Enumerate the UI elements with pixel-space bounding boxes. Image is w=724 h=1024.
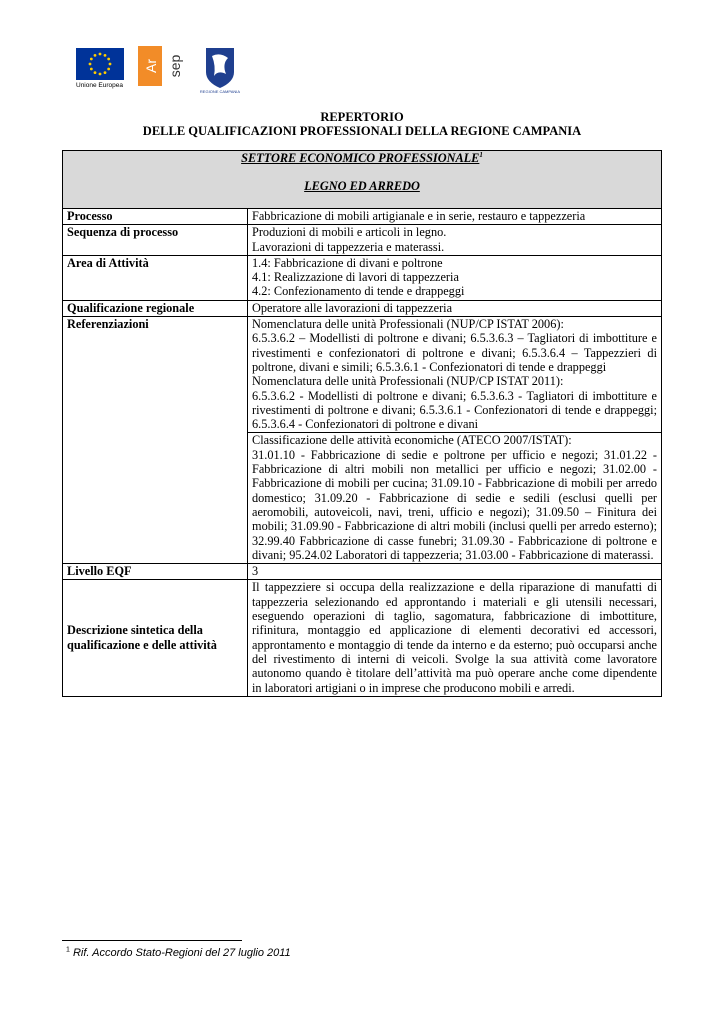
eu-star-icon — [104, 54, 107, 57]
sector-header-cell — [63, 151, 662, 209]
nup2011-text: 6.5.3.6.2 - Modellisti di poltrone e divani; 6.5.3.6.3 - Tagliatori di imbottiture e rivestimenti di poltrone e divani; 6.5.3.6.1 - Confezionatori di tende e drappeggi; 6.5.3.6.4 - Confezionatori di poltrone e divani — [252, 388, 657, 432]
eu-star-icon — [104, 71, 107, 74]
descrizione-label: Descrizione sintetica della qualificazione e delle attività — [63, 580, 248, 696]
nup2011-title: Nomenclatura delle unità Professionali (NUP/CP ISTAT 2011): — [252, 374, 564, 389]
arsep-text-sep: sep — [167, 54, 183, 78]
eu-star-icon — [107, 68, 110, 71]
processo-label: Processo — [63, 209, 248, 225]
sector-header-row — [63, 151, 662, 209]
table-row-area — [63, 255, 662, 300]
area-item: 4.2: Confezionamento di tende e drappeggi — [252, 284, 465, 299]
footnote-ref: 1 — [479, 150, 483, 159]
document-title: REPERTORIO — [320, 110, 404, 124]
footnote-separator — [62, 940, 242, 941]
table-row-descrizione — [63, 580, 662, 696]
area-item: 4.1: Realizzazione di lavori di tappezzeria — [252, 270, 459, 285]
table-row-sequenza — [63, 225, 662, 256]
footnote — [66, 947, 291, 959]
eu-star-icon — [109, 63, 112, 66]
area-label: Area di Attività — [63, 255, 248, 300]
sequenza-item: Produzioni di mobili e articoli in legno. — [252, 225, 447, 240]
sequenza-label: Sequenza di processo — [63, 225, 248, 256]
sequenza-item: Lavorazioni di tappezzeria e materassi. — [252, 239, 445, 254]
eu-star-icon — [90, 68, 93, 71]
ateco-text: 31.01.10 - Fabbricazione di sedie e poltrone per ufficio e negozi; 31.01.22 - Fabbricazione di altri mobili non metallici per ufficio e negozi; 31.02.00 - Fabbricazione di mobili per cucina; 31.09.10 - Fabbricazione di mobili per arredo domestico; 31.09.20 - Fabbricazione di sedie e sedili (esclusi quelli per aeromobili, autoveicoli, navi, treni, ufficio e negozi); 31.09.50 – Finitura dei mobili; 31.09.90 - Fabbricazione di altri mobili (inclusi quelli per arredo esterno); 32.99.40 Fabbricazione di casse funebri; 31.09.30 - Fabbricazione di poltrone e divani; 95.24.02 Laboratori di tappezzeria; 31.03.00 - Fabbricazione di materassi. — [252, 447, 657, 562]
footnote-number: 1 — [66, 946, 70, 954]
sector-label: SETTORE ECONOMICO PROFESSIONALE — [241, 151, 480, 165]
area-item: 1.4: Fabbricazione di divani e poltrone — [252, 255, 443, 270]
eu-star-icon — [99, 73, 102, 76]
eqf-value: 3 — [248, 564, 662, 580]
referenziazioni-label: Referenziazioni — [63, 317, 248, 564]
nup2006-text: 6.5.3.6.2 – Modellisti di poltrone e divani; 6.5.3.6.3 – Tagliatori di imbottiture e rivestimenti e confezionatori di poltrone e divani; 6.5.3.6.4 – Tappezzieri di poltrone, divani e simili; 6.5.3.6.1 - Confezionatori di tende e drappeggi — [252, 331, 657, 374]
qualification-table — [62, 150, 662, 697]
arsep-logo — [138, 46, 186, 86]
table-row-processo — [63, 209, 662, 225]
eu-star-icon — [107, 58, 110, 61]
sector-name: LEGNO ED ARREDO — [304, 179, 420, 194]
eu-stars-icon — [76, 48, 124, 80]
eu-star-icon — [99, 53, 102, 56]
eu-star-icon — [90, 58, 93, 61]
nup2006-title: Nomenclatura delle unità Professionali (NUP/CP ISTAT 2006): — [252, 317, 564, 332]
sequenza-values — [248, 225, 662, 256]
footnote-text: Rif. Accordo Stato-Regioni del 27 luglio 2011 — [72, 947, 291, 959]
table-row-eqf — [63, 564, 662, 580]
document-subtitle: DELLE QUALIFICAZIONI PROFESSIONALI DELLA REGIONE CAMPANIA — [142, 124, 582, 138]
ateco-title: Classificazione delle attività economiche (ATECO 2007/ISTAT): — [252, 433, 572, 448]
qualificazione-value: Operatore alle lavorazioni di tappezzeria — [248, 300, 662, 316]
table-row-qualificazione — [63, 300, 662, 316]
processo-value: Fabbricazione di mobili artigianale e in serie, restauro e tappezzeria — [248, 209, 662, 225]
arsep-text-ar: Ar — [143, 59, 159, 73]
eu-star-icon — [94, 54, 97, 57]
campania-logo — [200, 46, 240, 94]
eu-star-icon — [89, 63, 92, 66]
qualificazione-label: Qualificazione regionale — [63, 300, 248, 316]
table-row-referenziazioni-nup — [63, 317, 662, 433]
eu-star-icon — [94, 71, 97, 74]
referenziazioni-ateco-cell — [248, 433, 662, 564]
eu-logo — [76, 48, 124, 89]
eqf-label: Livello EQF — [63, 564, 248, 580]
descrizione-value: Il tappezziere si occupa della realizzazione e della riparazione di manufatti di tappezzeria selezionando ed approntando i materiali e gli utensili necessari, eseguendo operazioni di taglio, sagomatura, fabbricazione di imbottiture, rifinitura, montaggio ed applicazione di elementi decorativi ed accessori, approntamento e montaggio di tende da interno e da esterno; può occuparsi anche del rivestimento di interni di veicoli. Svolge la sua attività come lavoratore autonomo quando è titolare dell’attività ma può operare anche come dipendente in laboratori artigiani o in imprese che producono mobili e arredi. — [248, 580, 662, 696]
eu-flag — [76, 48, 124, 80]
eu-caption: Unione Europea — [76, 82, 123, 89]
area-values — [248, 255, 662, 300]
referenziazioni-nup-cell — [248, 317, 662, 433]
campania-caption: REGIONE CAMPANIA — [200, 89, 240, 94]
